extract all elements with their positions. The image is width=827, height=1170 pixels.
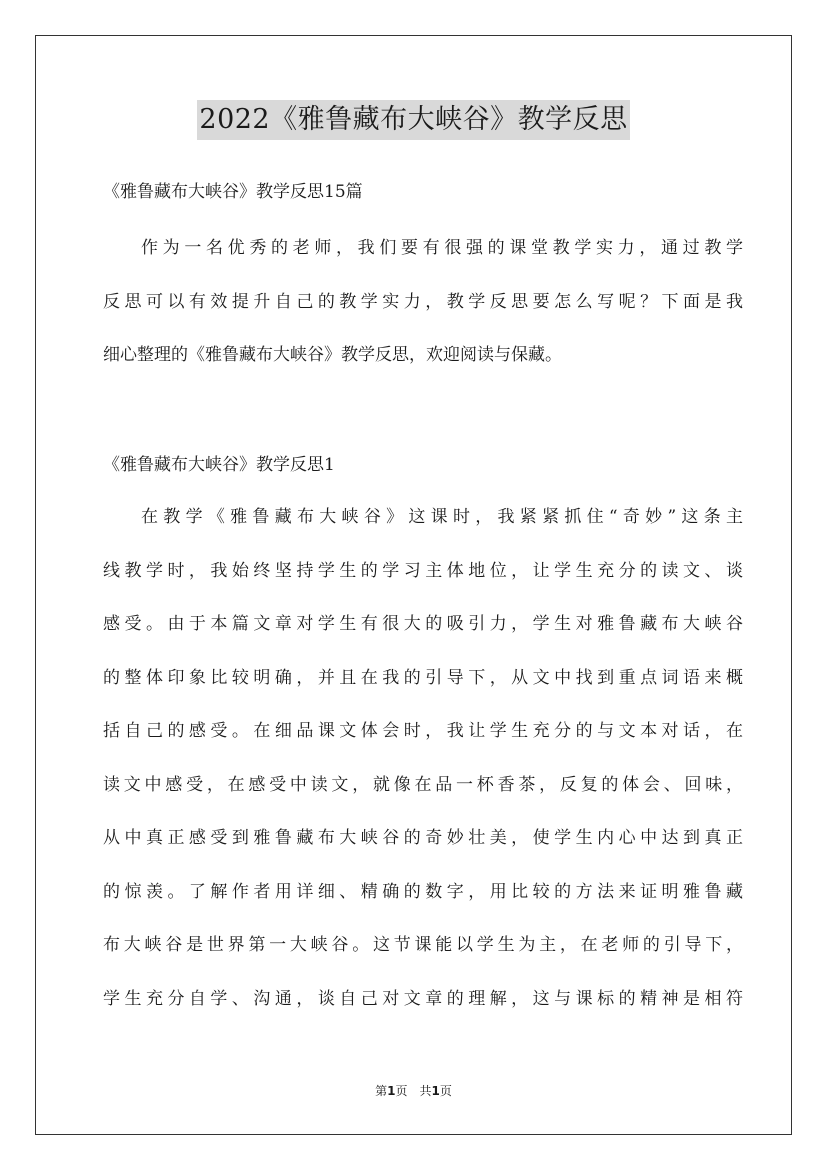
page-prefix: 第 — [375, 1084, 388, 1098]
body-line: 括自己的感受。在细品课文体会时，我让学生充分的与文本对话，在 — [103, 721, 743, 741]
page-mid: 页 共 — [395, 1084, 432, 1098]
page-current: 1 — [387, 1084, 396, 1098]
section-heading: 《雅鲁藏布大峡谷》教学反思1 — [103, 455, 335, 475]
intro-line: 反思可以有效提升自己的教学实力，教学反思要怎么写呢？下面是我 — [103, 291, 743, 312]
body-line: 的惊羡。了解作者用详细、精确的数字，用比较的方法来证明雅鲁藏 — [103, 881, 743, 902]
page-total: 1 — [431, 1084, 440, 1098]
body-line: 学生充分自学、沟通，谈自己对文章的理解，这与课标的精神是相符 — [103, 988, 743, 1009]
body-line: 线教学时，我始终坚持学生的学习主体地位，让学生充分的读文、谈 — [103, 560, 743, 581]
body-line: 在教学《雅鲁藏布大峡谷》这课时，我紧紧抓住“奇妙”这条主 — [141, 507, 743, 527]
intro-line: 细心整理的《雅鲁藏布大峡谷》教学反思，欢迎阅读与保藏。 — [103, 345, 562, 365]
title-container — [0, 100, 827, 140]
body-line: 读文中感受，在感受中读文，就像在品一杯香茶，反复的体会、回味， — [103, 774, 743, 795]
section-body-paragraph — [103, 491, 743, 1026]
body-line: 感受。由于本篇文章对学生有很大的吸引力，学生对雅鲁藏布大峡谷 — [103, 614, 743, 634]
body-line: 从中真正感受到雅鲁藏布大峡谷的奇妙壮美，使学生内心中达到真正 — [103, 828, 743, 848]
intro-line: 作为一名优秀的老师，我们要有很强的课堂教学实力，通过教学 — [141, 238, 743, 258]
document-subtitle: 《雅鲁藏布大峡谷》教学反思15篇 — [103, 182, 363, 202]
intro-paragraph — [103, 222, 743, 383]
page-footer — [0, 1082, 827, 1100]
body-line: 的整体印象比较明确，并且在我的引导下，从文中找到重点词语来概 — [103, 667, 743, 688]
document-title: 2022《雅鲁藏布大峡谷》教学反思 — [197, 100, 629, 140]
page-suffix: 页 — [439, 1084, 452, 1098]
body-line: 布大峡谷是世界第一大峡谷。这节课能以学生为主，在老师的引导下， — [103, 935, 743, 955]
